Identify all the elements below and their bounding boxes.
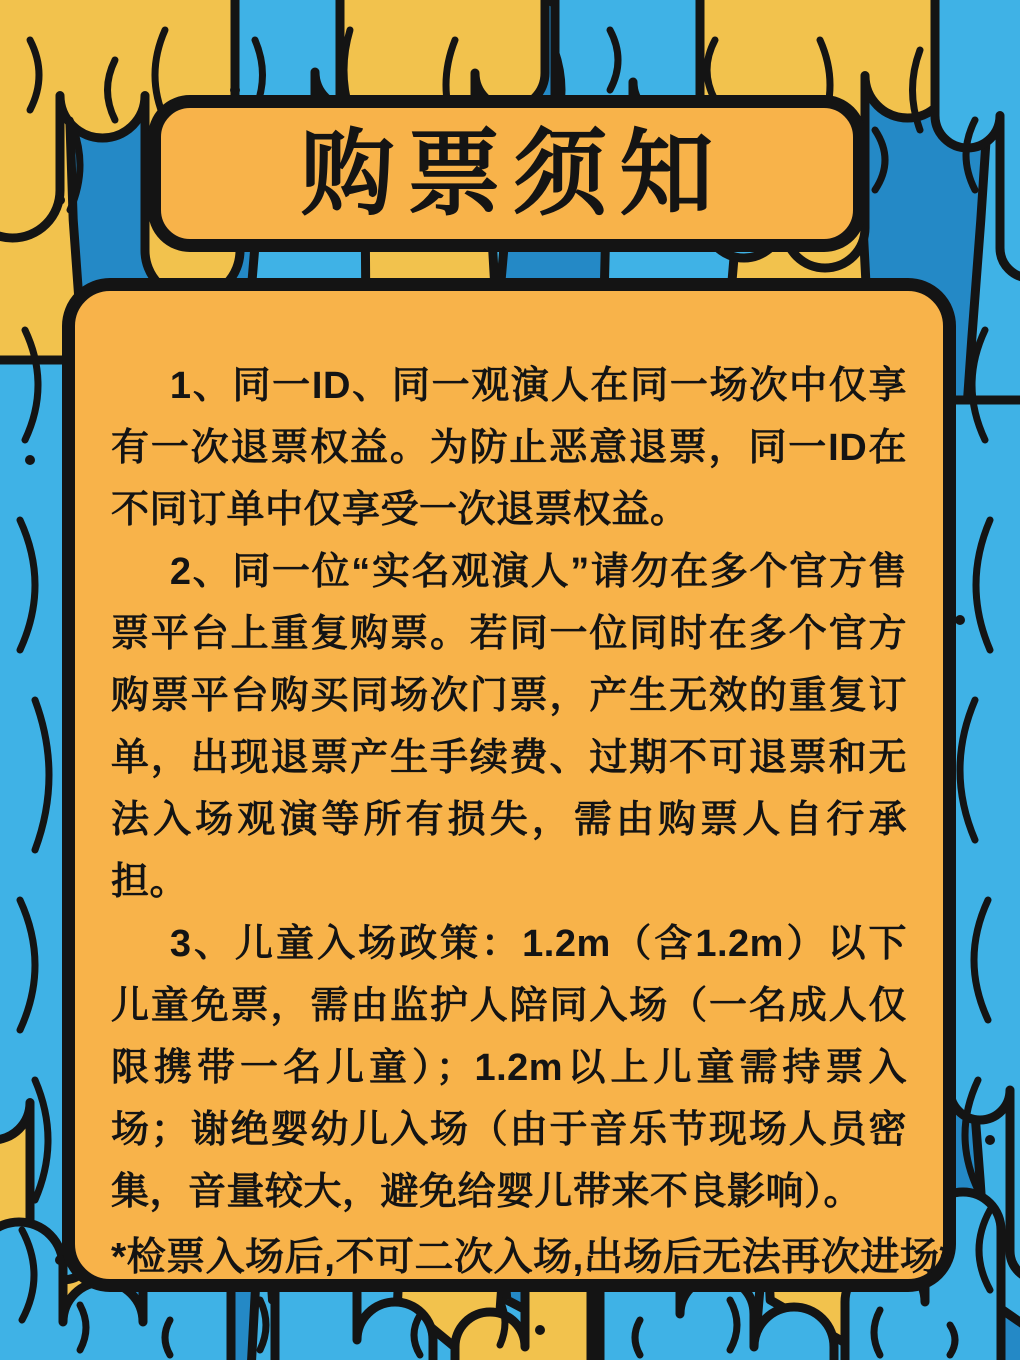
notice-paragraph-duplicate-purchase: 2、同一位“实名观演人”请勿在多个官方售票平台上重复购票。若同一位同时在多个官方购票平台购买同场次门票，产生无效的重复订单，出现退票产生手续费、过期不可退票和无法入场观演等所有损失，需由购票人自行承担。 <box>111 551 907 903</box>
notice-paragraph-refund: 1、同一ID、同一观演人在同一场次中仅享有一次退票权益。为防止恶意退票，同一ID在不同订单中仅享受一次退票权益。 <box>111 365 907 531</box>
notice-panel <box>62 278 956 1292</box>
notice-paragraph-children-policy: 3、儿童入场政策：1.2m（含1.2m）以下儿童免票，需由监护人陪同入场（一名成人仅限携带一名儿童）；1.2m以上儿童需持票入场；谢绝婴幼儿入场（由于音乐节现场人员密集，音量较大，避免给婴儿带来不良影响）。 <box>111 923 907 1213</box>
title-banner <box>148 95 866 252</box>
reentry-warning: *检票入场后,不可二次入场,出场后无法再次进场* <box>111 1236 956 1279</box>
page-title: 购票须知 <box>300 120 726 226</box>
